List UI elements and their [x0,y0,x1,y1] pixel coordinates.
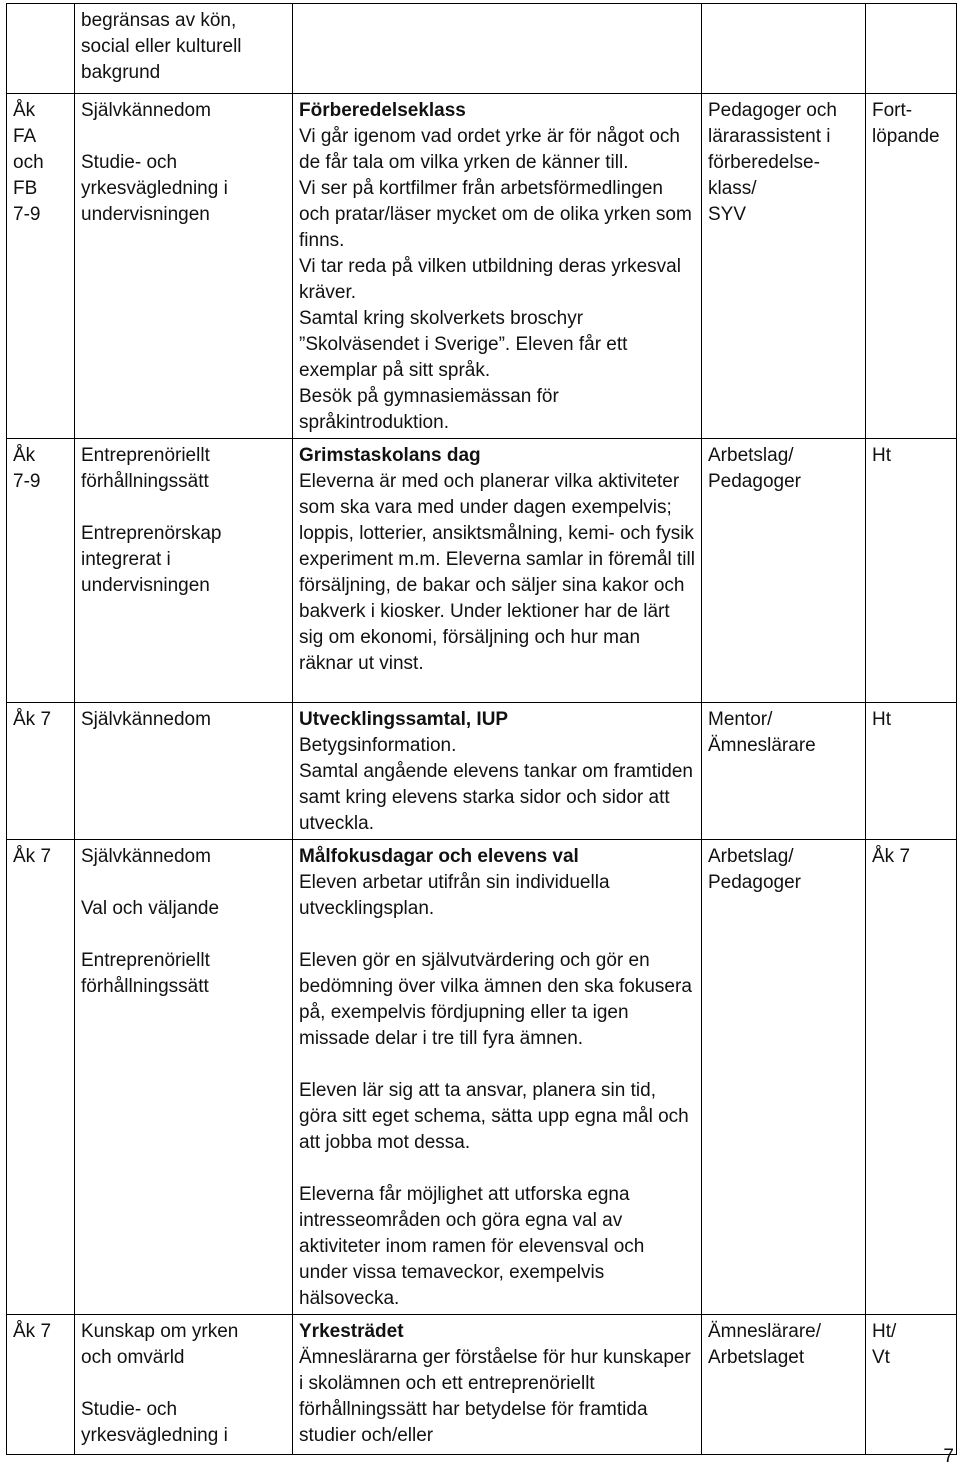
activity-cell [293,439,702,703]
activity-description: Betygsinformation. Samtal angående elevens tankar om framtiden samt kring elevens starka sidor och sidor att utveckla. [299,735,693,834]
area-cell: Självkännedom Studie- och yrkesvägledning i undervisningen [75,94,293,439]
grade-cell: Åk 7 [7,1315,75,1455]
time-cell: Ht/ Vt [866,1315,957,1455]
page-number: 7 [943,1446,954,1467]
activity-description: Eleven arbetar utifrån sin individuella utvecklingsplan. Eleven gör en självutvärdering och gör en bedömning över vilka ämnen den ska fokusera på, exempelvis fördjupning eller ta igen missade delar i tre till fyra ämnen. Eleven lär sig att ta ansvar, planera sin tid, göra sitt eget schema, sätta upp egna mål och att jobba mot dessa. Eleverna får möjlighet att utforska egna intresseområden och göra egna val av aktiviteter inom ramen för elevensval och under vissa temaveckor, exempelvis hälsovecka. [299,872,692,1309]
area-cell: begränsas av kön, social eller kulturell bakgrund [75,4,293,94]
grade-cell: Åk 7 [7,840,75,1315]
grade-cell: Åk FA och FB 7-9 [7,94,75,439]
time-cell: Ht [866,703,957,840]
activity-title: Målfokusdagar och elevens val [299,846,579,867]
table-row [7,4,957,94]
activity-title: Yrkesträdet [299,1321,404,1342]
activity-cell [293,703,702,840]
activity-cell [293,4,702,94]
area-cell: Självkännedom Val och väljande Entreprenöriellt förhållningssätt [75,840,293,1315]
activity-cell [293,1315,702,1455]
responsible-cell: Arbetslag/ Pedagoger [702,840,866,1315]
area-cell: Entreprenöriellt förhållningssätt Entreprenörskap integrerat i undervisningen [75,439,293,703]
responsible-cell: Mentor/ Ämneslärare [702,703,866,840]
responsible-cell: Ämneslärare/ Arbetslaget [702,1315,866,1455]
grade-cell: Åk 7 [7,703,75,840]
time-cell [866,4,957,94]
time-cell: Ht [866,439,957,703]
responsible-cell: Pedagoger och lärarassistent i förberedelse- klass/ SYV [702,94,866,439]
responsible-cell [702,4,866,94]
time-cell: Åk 7 [866,840,957,1315]
table-row [7,94,957,439]
activity-title: Grimstaskolans dag [299,445,481,466]
activity-description: Ämneslärarna ger förståelse för hur kunskaper i skolämnen och ett entreprenöriellt förhållningssätt har betydelse för framtida studier och/eller [299,1347,691,1446]
table-row [7,703,957,840]
grade-cell: Åk 7-9 [7,439,75,703]
responsible-cell: Arbetslag/ Pedagoger [702,439,866,703]
table-row [7,1315,957,1455]
activity-cell [293,840,702,1315]
table-row [7,840,957,1315]
activity-description: Vi går igenom vad ordet yrke är för något och de får tala om vilka yrken de känner till. Vi ser på kortfilmer från arbetsförmedlingen och pratar/läser mycket om de olika yrken som finns. Vi tar reda på vilken utbildning deras yrkesval kräver. Samtal kring skolverkets broschyr ”Skolväsendet i Sverige”. Eleven får ett exemplar på sitt språk. Besök på gymnasiemässan för språkintroduktion. [299,126,692,433]
area-cell: Kunskap om yrken och omvärld Studie- och yrkesvägledning i [75,1315,293,1455]
grade-cell [7,4,75,94]
table-row [7,439,957,703]
activity-cell [293,94,702,439]
time-cell: Fort- löpande [866,94,957,439]
activity-title: Förberedelseklass [299,100,466,121]
vocational-plan-table [6,3,957,1455]
area-cell: Självkännedom [75,703,293,840]
activity-title: Utvecklingssamtal, IUP [299,709,509,730]
activity-description: Eleverna är med och planerar vilka aktiviteter som ska vara med under dagen exempelvis; loppis, lotterier, ansiktsmålning, kemi- och fysik experiment m.m. Eleverna samlar in föremål till försäljning, de bakar och säljer sina kakor och bakverk i kiosker. Under lektioner har de lärt sig om ekonomi, försäljning och hur man räknar ut vinst. [299,471,695,674]
